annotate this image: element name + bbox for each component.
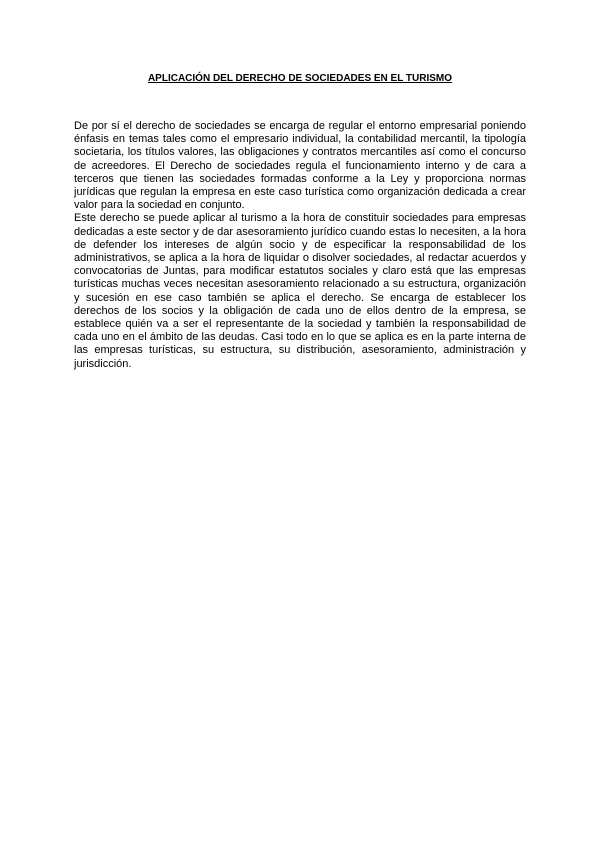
document-body: [74, 120, 526, 371]
paragraph-1: De por sí el derecho de sociedades se encarga de regular el entorno empresarial poniendo énfasis en temas tales como el empresario individual, la contabilidad mercantil, la tipología societaria, los títulos valores, las obligaciones y contratos mercantiles así como el concurso de acreedores. El Derecho de sociedades regula el funcionamiento interno y de cara a terceros que tienen las sociedades formadas conforme a la Ley y proporciona normas jurídicas que regulan la empresa en este caso turística como organización dedicada a crear valor para la sociedad en conjunto.: [74, 120, 526, 212]
document-title: APLICACIÓN DEL DERECHO DE SOCIEDADES EN EL TURISMO: [147, 73, 453, 84]
paragraph-2: Este derecho se puede aplicar al turismo a la hora de constituir sociedades para empresas dedicadas a este sector y de dar asesoramiento jurídico cuando estas lo necesiten, a la hora de defender los intereses de algún socio y de especificar la responsabilidad de los administrativos, se aplica a la hora de liquidar o disolver sociedades, al redactar acuerdos y convocatorias de Juntas, para modificar estatutos sociales y claro está que las empresas turísticas muchas veces necesitan asesoramiento relacionado a su estructura, organización y sucesión en ese caso también se aplica el derecho. Se encarga de establecer los derechos de los socios y la obligación de cada uno de ellos dentro de la empresa, se establece quién va a ser el representante de la sociedad y también la responsabilidad de cada uno en el ámbito de las deudas. Casi todo en lo que se aplica es en la parte interna de las empresas turísticas, su estructura, su distribución, asesoramiento, administración y jurisdicción.: [74, 212, 526, 370]
